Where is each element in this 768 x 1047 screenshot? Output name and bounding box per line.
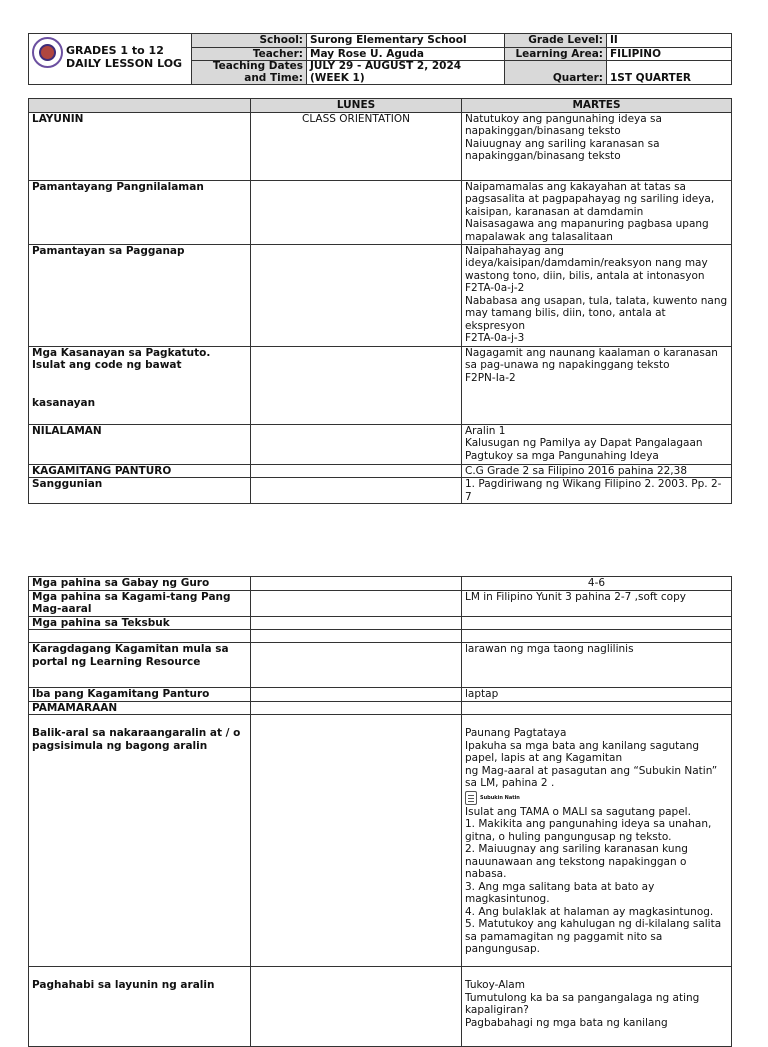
- table-row: [29, 346, 732, 424]
- row-lunes: [251, 643, 462, 688]
- school-value: Surong Elementary School: [307, 34, 505, 48]
- table-row: [29, 424, 732, 464]
- row-label: Sanggunian: [29, 478, 251, 504]
- row-lunes: CLASS ORIENTATION: [251, 112, 462, 180]
- table1-header-blank: [29, 99, 251, 113]
- area-label: Learning Area:: [505, 47, 607, 61]
- table-row: [29, 590, 732, 616]
- logo-title-line1: GRADES 1 to 12: [66, 44, 164, 57]
- row-martes: [462, 630, 732, 643]
- row-label: KAGAMITANG PANTURO: [29, 464, 251, 478]
- row-lunes: [251, 688, 462, 702]
- row-lunes: [251, 616, 462, 630]
- row-martes: 4-6: [462, 577, 732, 591]
- quarter-label: Quarter:: [505, 61, 607, 85]
- balik-aral-text-bottom: Isulat ang TAMA o MALI sa sagutang papel. 1. Makikita ang pangunahing ideya sa unahan, gitna, o huling pangungusap ng teksto. 2. Maiuugnay ang sariling karanasan kung nauunawaan ang tekstong napakinggan o nabasa. 3. Ang mga salitang bata at bato ay magkasintunog. 4. Ang bulaklak at halaman ay magkasintunog. 5. Matutukoy ang kahulugan ng di-kilalang salita sa pamamagitan ng paggamit nito sa pangungusap.: [465, 805, 722, 955]
- table-row: [29, 967, 732, 1047]
- table-row: [29, 244, 732, 346]
- row-label: Mga pahina sa Teksbuk: [29, 616, 251, 630]
- lesson-table-1: [28, 98, 732, 504]
- row-label: Pamantayang Pangnilalaman: [29, 180, 251, 244]
- row-lunes: [251, 478, 462, 504]
- subukin-caption: Subukin Natin: [480, 794, 520, 801]
- row-martes: laptap: [462, 688, 732, 702]
- table-row: [29, 464, 732, 478]
- row-label: Mga Kasanayan sa Pagkatuto. Isulat ang code ng bawat kasanayan: [29, 346, 251, 424]
- logo-title-line2: DAILY LESSON LOG: [66, 57, 183, 70]
- table-row: [29, 180, 732, 244]
- table-row: [29, 715, 732, 967]
- table-row: [29, 577, 732, 591]
- row-martes: [462, 701, 732, 715]
- row-martes: Aralin 1 Kalusugan ng Pamilya ay Dapat Pangalagaan Pagtukoy sa mga Pangunahing Ideya: [462, 424, 732, 464]
- row-label: LAYUNIN: [29, 112, 251, 180]
- row-lunes: [251, 180, 462, 244]
- col-martes: MARTES: [462, 99, 732, 113]
- balik-aral-text-top: Paunang Pagtataya Ipakuha sa mga bata ang kanilang sagutang papel, lapis at ang Kagamitan ng Mag-aaral at pasagutan ang “Subukin Natin” sa LM, pahina 2 .: [465, 727, 718, 789]
- row-lunes: [251, 424, 462, 464]
- table-row: [29, 643, 732, 688]
- row-lunes: [251, 715, 462, 967]
- row-lunes: [251, 346, 462, 424]
- paghahabi-content: Tukoy-Alam Tumutulong ka ba sa pangangalaga ng ating kapaligiran? Pagbabahagi ng mga bata ng kanilang: [462, 967, 732, 1047]
- row-label: Pamantayan sa Pagganap: [29, 244, 251, 346]
- row-martes: Natutukoy ang pangunahing ideya sa napakinggan/binasang teksto Naiuugnay ang sariling karanasan sa napakinggan/binasang teksto: [462, 112, 732, 180]
- row-lunes: [251, 701, 462, 715]
- row-label: Mga pahina sa Kagami-tang Pang Mag-aaral: [29, 590, 251, 616]
- row-label: PAMAMARAAN: [29, 701, 251, 715]
- balik-aral-label: Balik-aral sa nakaraangaralin at / o pagsisimula ng bagong aralin: [29, 715, 251, 967]
- col-lunes: LUNES: [251, 99, 462, 113]
- dates-value: JULY 29 - AUGUST 2, 2024 (WEEK 1): [307, 61, 505, 85]
- table-row: [29, 112, 732, 180]
- table-row: [29, 630, 732, 643]
- paghahabi-label: Paghahabi sa layunin ng aralin: [29, 967, 251, 1047]
- table-row: [29, 478, 732, 504]
- header-info-table: [28, 33, 732, 85]
- row-label: Mga pahina sa Gabay ng Guro: [29, 577, 251, 591]
- row-martes: Nagagamit ang naunang kaalaman o karanasan sa pag-unawa ng napakinggang teksto F2PN-Ia-2: [462, 346, 732, 424]
- grade-label: Grade Level:: [505, 34, 607, 48]
- dates-label: Teaching Dates and Time:: [192, 61, 307, 85]
- teacher-value: May Rose U. Aguda: [307, 47, 505, 61]
- row-lunes: [251, 967, 462, 1047]
- area-value: FILIPINO: [607, 47, 732, 61]
- row-lunes: [251, 244, 462, 346]
- logo-title-cell: [29, 34, 192, 85]
- row-lunes: [251, 464, 462, 478]
- row-martes: Naipahahayag ang ideya/kaisipan/damdamin/reaksyon nang may wastong tono, diin, bilis, antala at intonasyon F2TA-0a-j-2 Nababasa ang usapan, tula, talata, kuwento nang may tamang bilis, diin, tono, antala at ekspresyon F2TA-0a-j-3: [462, 244, 732, 346]
- row-martes: LM in Filipino Yunit 3 pahina 2-7 ,soft copy: [462, 590, 732, 616]
- table-row: [29, 701, 732, 715]
- table-row: [29, 688, 732, 702]
- school-label: School:: [192, 34, 307, 48]
- row-martes: 1. Pagdiriwang ng Wikang Filipino 2. 2003. Pp. 2-7: [462, 478, 732, 504]
- teacher-label: Teacher:: [192, 47, 307, 61]
- row-martes: C.G Grade 2 sa Filipino 2016 pahina 22,38: [462, 464, 732, 478]
- row-label: [29, 630, 251, 643]
- row-lunes: [251, 630, 462, 643]
- lesson-table-2: [28, 576, 732, 1047]
- row-lunes: [251, 577, 462, 591]
- row-martes: larawan ng mga taong naglilinis: [462, 643, 732, 688]
- row-label: NILALAMAN: [29, 424, 251, 464]
- balik-aral-content: [462, 715, 732, 967]
- table-row: [29, 616, 732, 630]
- quarter-value: 1ST QUARTER: [607, 61, 732, 85]
- subukin-natin-graphic: [465, 790, 728, 806]
- row-label: Karagdagang Kagamitan mula sa portal ng Learning Resource: [29, 643, 251, 688]
- grade-value: II: [607, 34, 732, 48]
- row-martes: Naipamamalas ang kakayahan at tatas sa pagsasalita at pagpapahayag ng sariling ideya, kaisipan, karanasan at damdamin Naisasagawa ang mapanuring pagbasa upang mapalawak ang talasalitaan: [462, 180, 732, 244]
- row-lunes: [251, 590, 462, 616]
- deped-seal-icon: [32, 37, 63, 68]
- notebook-icon: [465, 791, 477, 805]
- row-label: Iba pang Kagamitang Panturo: [29, 688, 251, 702]
- row-martes: [462, 616, 732, 630]
